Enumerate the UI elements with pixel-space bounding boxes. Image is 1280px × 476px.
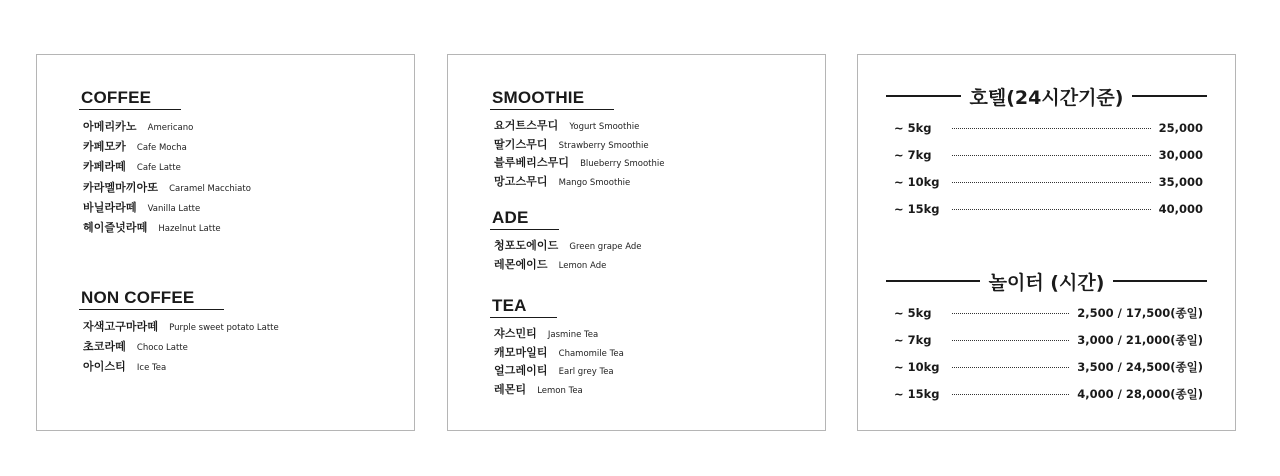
hotel-price-row: ~ 7kg 30,000 xyxy=(894,148,1203,162)
tea-title: TEA xyxy=(490,296,557,318)
pricing-panel xyxy=(857,54,1236,431)
list-item: 쟈스민티 Jasmine Tea xyxy=(494,327,599,340)
list-item: 얼그레이티 Earl grey Tea xyxy=(494,364,614,377)
coffee-section xyxy=(79,88,404,236)
list-item: 레몬티 Lemon Tea xyxy=(494,382,583,396)
divider xyxy=(886,280,980,282)
list-item: 캐모마일티 Chamomile Tea xyxy=(494,345,624,359)
list-item: 초코라떼 Choco Latte xyxy=(83,340,188,354)
ade-section xyxy=(490,208,815,272)
hotel-heading xyxy=(886,81,1207,111)
playroom-title: 놀이터 (시간) xyxy=(988,271,1105,294)
divider xyxy=(886,95,961,97)
divider xyxy=(1132,95,1207,97)
smoothie-section xyxy=(490,88,815,189)
hotel-price-row: ~ 10kg 35,000 xyxy=(894,175,1203,189)
list-item: 아이스티 Ice Tea xyxy=(83,360,167,374)
list-item: 청포도에이드 Green grape Ade xyxy=(494,239,642,252)
divider xyxy=(1113,280,1207,282)
hotel-title: 호텔(24시간기준) xyxy=(969,86,1124,109)
list-item: 자색고구마라떼 Purple sweet potato Latte xyxy=(83,320,279,333)
playroom-price-row: ~ 7kg 3,000 / 21,000(종일) xyxy=(894,333,1203,347)
playroom-price-row: ~ 15kg 4,000 / 28,000(종일) xyxy=(894,387,1203,401)
tea-section xyxy=(490,296,815,397)
playroom-price-row: ~ 10kg 3,500 / 24,500(종일) xyxy=(894,360,1203,374)
list-item: 헤이즐넛라떼 Hazelnut Latte xyxy=(83,220,221,234)
playroom-heading xyxy=(886,266,1207,296)
list-item: 요거트스무디 Yogurt Smoothie xyxy=(494,119,640,132)
drinks-menu-panel xyxy=(447,54,826,431)
list-item: 아메리카노 Americano xyxy=(83,120,194,133)
hotel-price-row: ~ 5kg 25,000 xyxy=(894,121,1203,135)
list-item: 딸기스무디 Strawberry Smoothie xyxy=(494,137,649,151)
list-item: 카페모카 Cafe Mocha xyxy=(83,140,187,154)
list-item: 바닐라라떼 Vanilla Latte xyxy=(83,200,201,214)
playroom-price-row: ~ 5kg 2,500 / 17,500(종일) xyxy=(894,306,1203,320)
non-coffee-section xyxy=(79,288,404,376)
list-item: 카페라떼 Cafe Latte xyxy=(83,160,181,174)
hotel-price-row: ~ 15kg 40,000 xyxy=(894,202,1203,216)
list-item: 레몬에이드 Lemon Ade xyxy=(494,257,607,271)
coffee-title: COFFEE xyxy=(79,88,181,110)
smoothie-title: SMOOTHIE xyxy=(490,88,614,110)
list-item: 망고스무디 Mango Smoothie xyxy=(494,174,631,188)
list-item: 카라멜마끼아또 Caramel Macchiato xyxy=(83,180,251,194)
ade-title: ADE xyxy=(490,208,559,230)
list-item: 블루베리스무디 Blueberry Smoothie xyxy=(494,156,665,169)
non-coffee-title: NON COFFEE xyxy=(79,288,224,310)
coffee-menu-panel xyxy=(36,54,415,431)
